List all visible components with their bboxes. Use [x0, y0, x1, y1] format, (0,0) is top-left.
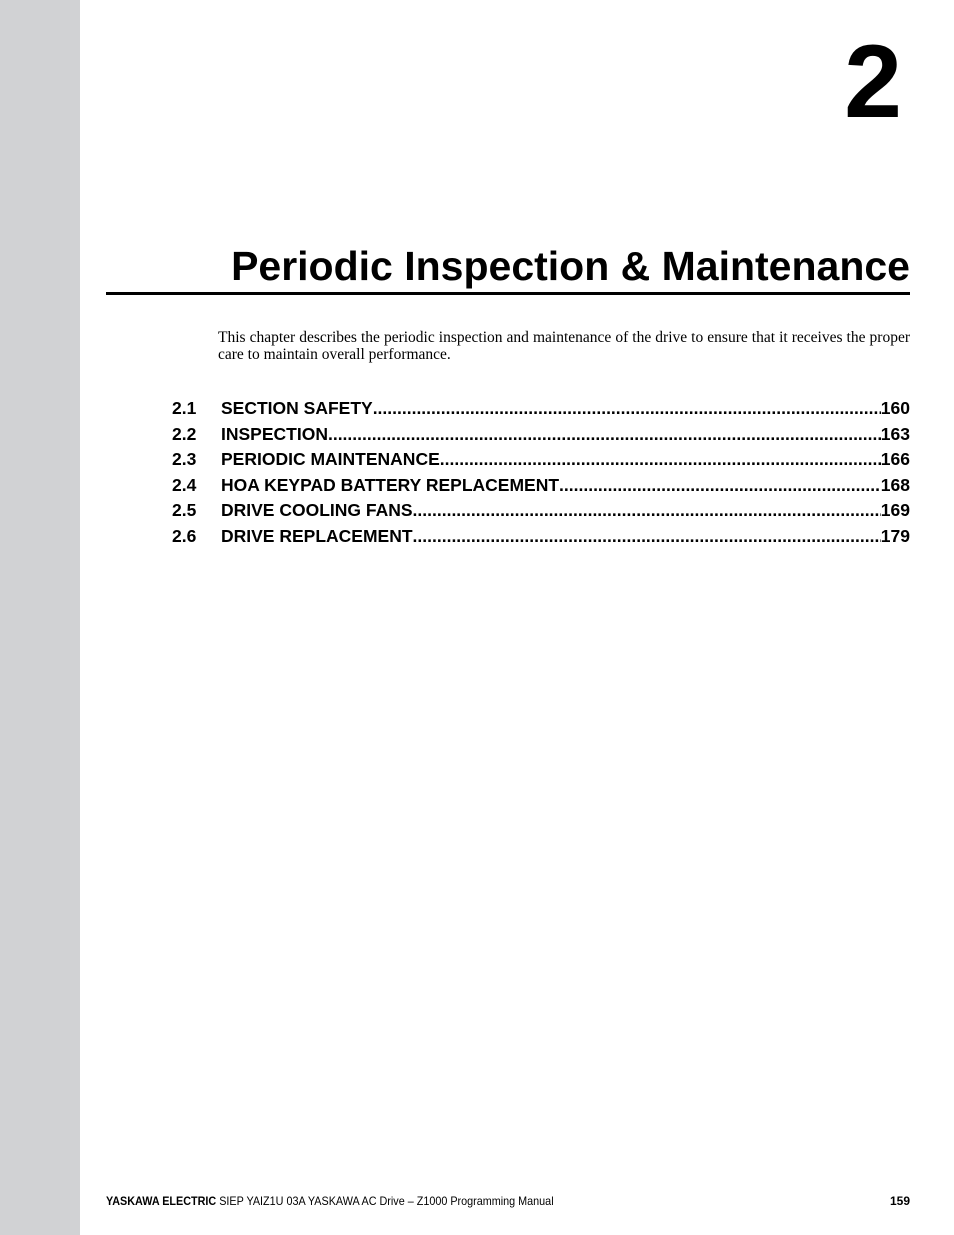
footer-page-number: 159	[889, 1194, 910, 1208]
toc-leader-dots	[413, 526, 881, 547]
toc-entry-2-4[interactable]	[172, 475, 910, 501]
page-footer	[106, 1194, 910, 1208]
toc-number: 2.1	[172, 398, 197, 418]
toc-title: PERIODIC MAINTENANCE	[221, 449, 440, 470]
toc-title: HOA KEYPAD BATTERY REPLACEMENT	[221, 474, 560, 495]
toc-entry-2-3[interactable]	[172, 449, 910, 475]
toc-title: INSPECTION	[221, 423, 328, 444]
toc-page-number: 163	[880, 423, 910, 444]
table-of-contents	[172, 398, 910, 552]
toc-entry-2-2[interactable]	[172, 424, 910, 450]
toc-entry-2-5[interactable]	[172, 500, 910, 526]
toc-title: DRIVE COOLING FANS	[221, 500, 413, 521]
chapter-title: Periodic Inspection & Maintenance	[231, 243, 910, 289]
chapter-number: 2	[844, 24, 902, 140]
toc-number: 2.3	[172, 449, 197, 470]
toc-leader-dots	[413, 500, 881, 521]
toc-page-number: 179	[880, 525, 910, 546]
toc-number: 2.5	[172, 500, 197, 521]
toc-page-number: 168	[880, 474, 910, 495]
footer-document-title: SIEP YAIZ1U 03A YASKAWA AC Drive – Z1000 Programming Manual	[219, 1194, 554, 1208]
chapter-intro: This chapter describes the periodic inspection and maintenance of the drive to ensure that it receives the proper care to maintain overall performance.	[218, 329, 910, 363]
toc-leader-dots	[328, 424, 881, 445]
footer-brand: YASKAWA ELECTRIC	[106, 1194, 217, 1208]
toc-leader-dots	[373, 398, 881, 419]
title-rule	[106, 292, 910, 295]
toc-leader-dots	[559, 475, 881, 496]
toc-title: SECTION SAFETY	[221, 398, 373, 418]
side-band	[0, 0, 80, 1235]
footer-document-info	[106, 1194, 554, 1208]
toc-number: 2.6	[172, 525, 197, 546]
toc-page-number: 169	[880, 500, 910, 521]
toc-title: DRIVE REPLACEMENT	[221, 525, 413, 546]
toc-entry-2-1[interactable]	[172, 398, 910, 424]
toc-leader-dots	[440, 449, 881, 470]
toc-page-number: 166	[880, 449, 910, 470]
toc-number: 2.2	[172, 423, 197, 444]
toc-entry-2-6[interactable]	[172, 526, 910, 552]
toc-number: 2.4	[172, 474, 197, 495]
toc-page-number: 160	[880, 398, 910, 418]
